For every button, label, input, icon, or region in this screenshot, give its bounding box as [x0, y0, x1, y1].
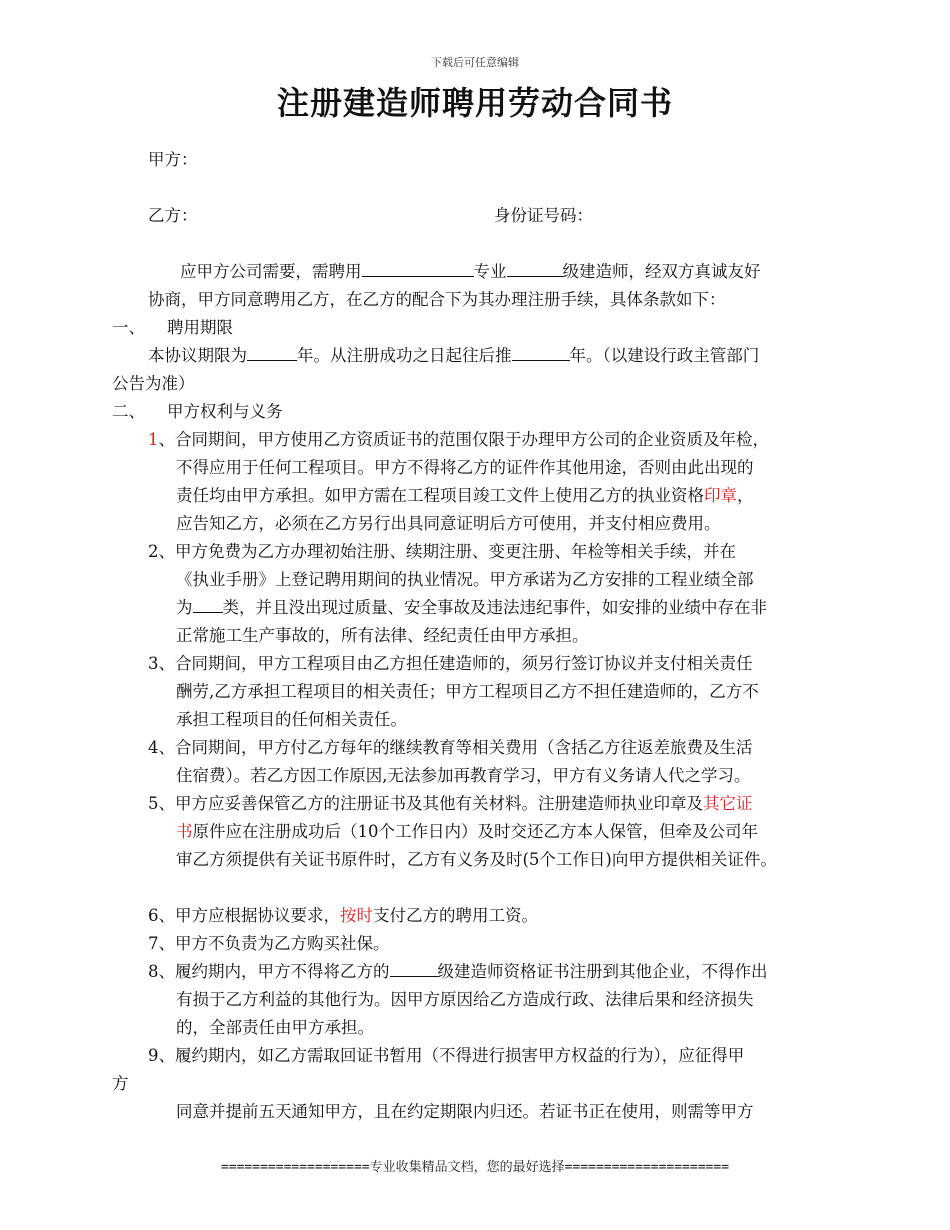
section-title: 甲方权利与义务 — [167, 402, 283, 421]
clause-text: 支付乙方的聘用工资。 — [373, 906, 538, 925]
highlighted-text: 按时 — [340, 906, 373, 925]
clause-text: ， — [737, 486, 754, 505]
clause-1-line-1 — [148, 426, 769, 450]
blank-field — [193, 598, 223, 613]
clause-4-line-2: 住宿费）。若乙方因工作原因,无法参加再教育学习，甲方有义务请人代之学习。 — [176, 766, 751, 785]
term-text: 年。从注册成功之日起往后推 — [297, 346, 512, 365]
blank-field — [390, 962, 438, 977]
clause-4-line-1: 4、合同期间，甲方付乙方每年的继续教育等相关费用（含括乙方往返差旅费及生活 — [148, 738, 753, 757]
section-heading — [112, 314, 233, 338]
highlighted-text: 书 — [176, 822, 193, 841]
clause-text: 类，并且没出现过质量、安全事故及违法违纪事件，如安排的业绩中存在非 — [222, 598, 767, 617]
clause-text: 8、履约期内，甲方不得将乙方的 — [148, 962, 390, 981]
intro-line-1 — [180, 258, 761, 282]
intro-text: 应甲方公司需要，需聘用 — [180, 262, 362, 281]
term-text: 年。（以建设行政主管部门 — [569, 346, 760, 365]
document-title: 注册建造师聘用劳动合同书 — [276, 84, 673, 122]
page-footer: ===================专业收集精品文档，您的最好选择===================== — [220, 1160, 730, 1175]
term-line-2: 公告为准） — [112, 374, 195, 393]
clause-1-line-2: 不得应用于任何工程项目。甲方不得将乙方的证件作其他用途，否则由此出现的 — [176, 458, 754, 477]
clause-number: 1 — [148, 430, 159, 449]
blank-field — [362, 262, 474, 277]
highlighted-text: 印章 — [704, 486, 737, 505]
clause-text: 原件应在注册成功后（10个工作日内）及时交还乙方本人保管，但牵及公司年 — [192, 822, 758, 841]
intro-text: 专业 — [473, 262, 507, 281]
intro-line-2: 协商，甲方同意聘用乙方，在乙方的配合下为其办理注册手续，具体条款如下： — [148, 290, 726, 309]
clause-2-line-1: 2、甲方免费为乙方办理初始注册、续期注册、变更注册、年检等相关手续，并在 — [148, 542, 736, 561]
clause-7-line-1: 7、甲方不负责为乙方购买社保。 — [148, 934, 390, 953]
highlighted-text: 其它证 — [703, 794, 753, 813]
section-number: 二、 — [112, 402, 145, 421]
clause-2-line-4: 正常施工生产事故的，所有法律、经纪责任由甲方承担。 — [176, 626, 589, 645]
clause-text: 5、甲方应妥善保管乙方的注册证书及其他有关材料。注册建造师执业印章及 — [148, 794, 703, 813]
clause-text: 为 — [176, 598, 193, 617]
term-line-1 — [148, 342, 759, 366]
clause-text: 级建造师资格证书注册到其他企业，不得作出 — [437, 962, 768, 981]
party-a-label: 甲方： — [148, 150, 198, 169]
clause-1-line-4: 应告知乙方，必须在乙方另行出具同意证明后方可使用，并支付相应费用。 — [176, 514, 721, 533]
intro-text: 级建造师，经双方真诚友好 — [562, 262, 761, 281]
clause-3-line-3: 承担工程项目的任何相关责任。 — [176, 710, 407, 729]
party-b-label: 乙方： — [148, 206, 198, 225]
clause-5-line-3: 审乙方须提供有关证书原件时，乙方有义务及时(5个工作日)向甲方提供相关证件。 — [176, 850, 777, 869]
clause-8-line-2: 有损于乙方利益的其他行为。因甲方原因给乙方造成行政、法律后果和经济损失 — [176, 990, 754, 1009]
clause-8-line-3: 的，全部责任由甲方承担。 — [176, 1018, 374, 1037]
clause-text: 6、甲方应根据协议要求， — [148, 906, 340, 925]
clause-1-line-3 — [176, 482, 754, 506]
clause-3-line-2: 酬劳,乙方承担工程项目的相关责任；甲方工程项目乙方不担任建造师的，乙方不 — [176, 682, 759, 701]
clause-8-line-1 — [148, 958, 768, 982]
id-number-label: 身份证号码： — [494, 206, 593, 225]
blank-field — [512, 346, 570, 361]
blank-field — [507, 262, 563, 277]
section-title: 聘用期限 — [167, 318, 233, 337]
clause-9-line-2: 方 — [112, 1074, 129, 1093]
clause-6-line-1 — [148, 902, 538, 926]
clause-3-line-1: 3、合同期间，甲方工程项目由乙方担任建造师的，须另行签订协议并支付相关责任 — [148, 654, 753, 673]
clause-2-line-2: 《执业手册》上登记聘用期间的执业情况。甲方承诺为乙方安排的工程业绩全部 — [176, 570, 754, 589]
section-number: 一、 — [112, 318, 145, 337]
clause-9-line-1: 9、履约期内，如乙方需取回证书暂用（不得进行损害甲方权益的行为），应征得甲 — [148, 1046, 745, 1065]
clause-2-line-3 — [176, 594, 767, 618]
header-note: 下载后可任意编辑 — [431, 56, 519, 69]
clause-5-line-2 — [176, 818, 758, 842]
clause-text: 、合同期间，甲方使用乙方资质证书的范围仅限于办理甲方公司的企业资质及年检， — [158, 430, 769, 449]
blank-field — [247, 346, 297, 361]
clause-5-line-1 — [148, 790, 753, 814]
clause-text: 责任均由甲方承担。如甲方需在工程项目竣工文件上使用乙方的执业资格 — [176, 486, 704, 505]
section-heading — [112, 398, 283, 422]
term-text: 本协议期限为 — [148, 346, 247, 365]
clause-9-line-3: 同意并提前五天通知甲方，且在约定期限内归还。若证书正在使用，则需等甲方 — [176, 1102, 754, 1121]
